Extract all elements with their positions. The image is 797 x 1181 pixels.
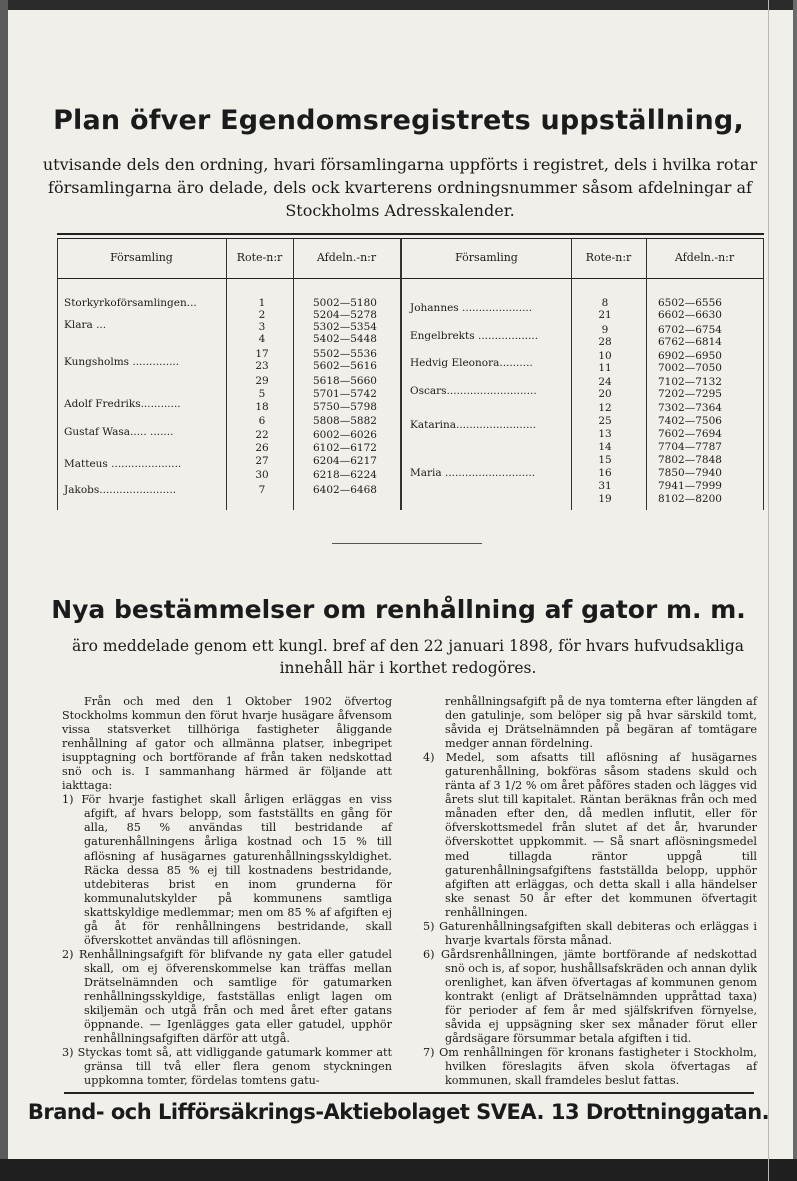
- table-vline-center: [400, 238, 402, 510]
- parish-name: Hedvig Eleonora..........: [410, 357, 533, 369]
- afdelning-range: 7704—7787: [658, 441, 722, 453]
- afdelning-range: 7202—7295: [658, 388, 722, 400]
- parish-name: Klara ...: [64, 319, 107, 331]
- rote-number: 15: [598, 454, 612, 466]
- rote-number: 16: [598, 467, 612, 479]
- afdelning-range: 6602—6630: [658, 309, 722, 321]
- company-name: Brand- och Lifförsäkrings-Aktiebolaget SVEA.: [27, 1100, 545, 1124]
- rule-item: 7) Om renhållningen för kronans fastigheter i Stockholm, hvilken föreslagits äfven skola öfvertagas af kommunen, skall framdeles beslut fattas.: [423, 1046, 757, 1088]
- section-title: Nya bestämmelser om renhållning af gator m. m.: [51, 595, 746, 624]
- rote-number: 29: [255, 375, 269, 387]
- afdelning-range: 5750—5798: [313, 401, 377, 413]
- rote-number: 2: [258, 309, 266, 321]
- parish-name: Gustaf Wasa..... .......: [64, 426, 174, 438]
- afdelning-range: 7850—7940: [658, 467, 722, 479]
- rote-number: 4: [258, 333, 266, 345]
- afdelning-range: 6102—6172: [313, 442, 377, 454]
- footer-rule: [64, 1092, 754, 1094]
- afdelning-range: 6762—6814: [658, 336, 722, 348]
- rote-number: 1: [258, 297, 266, 309]
- afdelning-range: 5618—5660: [313, 375, 377, 387]
- rote-number: 30: [255, 469, 269, 481]
- scan-edge-right: [793, 0, 797, 1181]
- rote-number: 13: [598, 428, 612, 440]
- rote-number: 23: [255, 360, 269, 372]
- table-header: Rote-n:r: [236, 251, 283, 264]
- rote-number: 9: [601, 324, 609, 336]
- afdelning-range: 6204—6217: [313, 455, 377, 467]
- parish-name: Adolf Fredriks............: [64, 398, 181, 410]
- rote-number: 21: [598, 309, 612, 321]
- section-subtitle: äro meddelade genom ett kungl. bref af den 22 januari 1898, för hvars hufvudsakliga innehåll här i korthet redogöres.: [72, 637, 744, 677]
- afdelning-range: 6402—6468: [313, 484, 377, 496]
- continued-paragraph: renhållningsafgift på de nya tomterna efter längden af den gatulinje, som belöper sig på hvar särskild tomt, såvida ej Drätselnämnden på begäran af tomtägare medger annan fördelning.: [445, 695, 757, 751]
- afdelning-range: 7602—7694: [658, 428, 722, 440]
- afdelning-range: 7941—7999: [658, 480, 722, 492]
- table-vline: [226, 238, 227, 510]
- rote-number: 7: [258, 484, 266, 496]
- rote-number: 8: [601, 297, 609, 309]
- rote-number: 17: [255, 348, 269, 360]
- rote-number: 5: [258, 388, 266, 400]
- rule-item: 4) Medel, som afsatts till aflösning af husägarnes gaturenhållning, bokföras såsom stadens skuld och ränta af 3 1/2 % om året påföres staden och lägges vid årets slut till kapitalet. Räntan beräknas från och med månaden efter den, då medlen influtit, eller för öfverskottsmedel från slutet af det år, hvarunder öfverskottet uppkommit. — Så snart aflösningsmedel med tillagda räntor uppgå till gaturenhållningsafgiftens fastställda belopp, upphör afgiften att erläggas, och detta skall i alla händelser ske senast 50 år efter det kommunen öfvertagit renhållningen.: [423, 751, 757, 919]
- rote-number: 19: [598, 493, 612, 505]
- table-top-rule-2: [57, 238, 764, 239]
- section-divider: [332, 543, 482, 544]
- rote-number: 31: [598, 480, 612, 492]
- afdelning-range: 7302—7364: [658, 402, 722, 414]
- table-vline: [763, 238, 764, 510]
- afdelning-range: 7402—7506: [658, 415, 722, 427]
- right-text-column: [423, 695, 757, 1088]
- table-vline: [57, 238, 58, 510]
- rote-number: 14: [598, 441, 612, 453]
- left-text-column: [62, 695, 392, 1088]
- afdelning-range: 5502—5536: [313, 348, 377, 360]
- footer-advert: [0, 1100, 797, 1124]
- parish-name: Matteus .....................: [64, 458, 182, 470]
- table-header: Församling: [110, 251, 173, 264]
- afdelning-range: 6502—6556: [658, 297, 722, 309]
- parish-name: Engelbrekts ..................: [410, 330, 539, 342]
- rule-item: 3) Styckas tomt så, att vidliggande gatumark kommer att gränsa till två eller flera genom styckningen uppkomna tomter, fördelas tomtens gatu-: [62, 1046, 392, 1088]
- rote-number: 28: [598, 336, 612, 348]
- table-header: Rote-n:r: [585, 251, 632, 264]
- rote-number: 20: [598, 388, 612, 400]
- afdelning-range: 6702—6754: [658, 324, 722, 336]
- rote-number: 10: [598, 350, 612, 362]
- parish-name: Oscars...........................: [410, 385, 537, 397]
- table-vline: [646, 238, 647, 510]
- table-vline: [571, 238, 572, 510]
- afdelning-range: 5602—5616: [313, 360, 377, 372]
- intro-paragraph: Från och med den 1 Oktober 1902 öfvertog Stockholms kommun den förut hvarje husägare åfvensom vissa statsverket tillhöriga fastigheter åliggande renhållning af gator och allmänna platser, inbegripet isupptagning och bortförande af från taken nedskottad snö och is. I sammanhang härmed är följande att iakttaga:: [62, 695, 392, 793]
- rule-item: 2) Renhållningsafgift för blifvande ny gata eller gatudel skall, om ej öfverenskommelse kan träffas mellan Drätselnämnden och samtlige för gatumarken renhållningsskyldige, fastställas enligt lagen om skiljemän och utgå från och med året efter gatans öppnande. — Igenlägges gata eller gatudel, upphör renhållningsafgiften därför att utgå.: [62, 947, 392, 1046]
- parish-name: Katarina........................: [410, 419, 537, 431]
- afdelning-range: 8102—8200: [658, 493, 722, 505]
- rote-number: 3: [258, 321, 266, 333]
- table-header: Församling: [455, 251, 518, 264]
- rule-item: 6) Gårdsrenhållningen, jämte bortförande af nedskottad snö och is, af sopor, hushållsafskräden och annan dylik orenlighet, kan äfven öfvertagas af kommunen genom kontrakt (enligt af Drätselnämnden uppråttad taxa) för perioder af fem år med själfskrifven förnyelse, såvida ej uppsägning sker sex månader förut eller gårdsägare försummar betala afgiften i tid.: [423, 947, 757, 1046]
- page-subtitle: utvisande dels den ordning, hvari församlingarna uppförts i registret, dels i hvilka rotar församlingarna äro delade, dels ock kvarterens ordningsnummer såsom afdelningar af Stockholms Adresskalender.: [42, 155, 758, 220]
- scan-edge-top: [0, 0, 797, 10]
- company-address: 13 Drottninggatan.: [550, 1100, 770, 1124]
- afdelning-range: 5302—5354: [313, 321, 377, 333]
- table-top-rule: [57, 233, 764, 235]
- parish-name: Kungsholms ..............: [64, 356, 180, 368]
- afdelning-range: 5701—5742: [313, 388, 377, 400]
- rote-number: 24: [598, 376, 612, 388]
- table-header-rule: [57, 278, 764, 279]
- rote-number: 25: [598, 415, 612, 427]
- rule-item: 5) Gaturenhållningsafgiften skall debiteras och erläggas i hvarje kvartals första månad.: [423, 919, 757, 947]
- table-vline: [293, 238, 294, 510]
- parish-name: Jakobs.......................: [64, 484, 177, 496]
- page-title: Plan öfver Egendomsregistrets uppställning,: [53, 105, 744, 136]
- afdelning-range: 7102—7132: [658, 376, 722, 388]
- afdelning-range: 5808—5882: [313, 415, 377, 427]
- parish-name: Storkyrkoförsamlingen...: [64, 297, 197, 309]
- rote-number: 6: [258, 415, 266, 427]
- rote-number: 22: [255, 429, 269, 441]
- afdelning-range: 6902—6950: [658, 350, 722, 362]
- afdelning-range: 7002—7050: [658, 362, 722, 374]
- afdelning-range: 5204—5278: [313, 309, 377, 321]
- afdelning-range: 5402—5448: [313, 333, 377, 345]
- scan-edge-left: [0, 0, 8, 1181]
- rote-number: 11: [598, 362, 612, 374]
- rote-number: 27: [255, 455, 269, 467]
- parish-name: Maria ...........................: [410, 467, 536, 479]
- afdelning-range: 7802—7848: [658, 454, 722, 466]
- parish-name: Johannes .....................: [410, 302, 533, 314]
- afdelning-range: 6002—6026: [313, 429, 377, 441]
- rote-number: 26: [255, 442, 269, 454]
- table-header: Afdeln.-n:r: [674, 251, 735, 264]
- afdelning-range: 6218—6224: [313, 469, 377, 481]
- rote-number: 18: [255, 401, 269, 413]
- afdelning-range: 5002—5180: [313, 297, 377, 309]
- scan-edge-bottom: [0, 1159, 797, 1181]
- rote-number: 12: [598, 402, 612, 414]
- fold-line: [768, 0, 769, 1181]
- table-header: Afdeln.-n:r: [316, 251, 377, 264]
- rule-item: 1) För hvarje fastighet skall årligen erläggas en viss afgift, af hvars belopp, som fastställts en gång för alla, 85 % användas till bestridande af gaturenhållningens årliga kostnad och 15 % till aflösning af husägarnes gaturenhållningsskyldighet. Räcka dessa 85 % ej till kostnadens bestridande, utdebiteras brist en inom grunderna för kommunalutskylder på kommunens samtliga skattskyldige medlemmar; men om 85 % af afgiften ej gå åt för renhållningens bestridande, skall öfverskottet användas till aflösningen.: [62, 793, 392, 947]
